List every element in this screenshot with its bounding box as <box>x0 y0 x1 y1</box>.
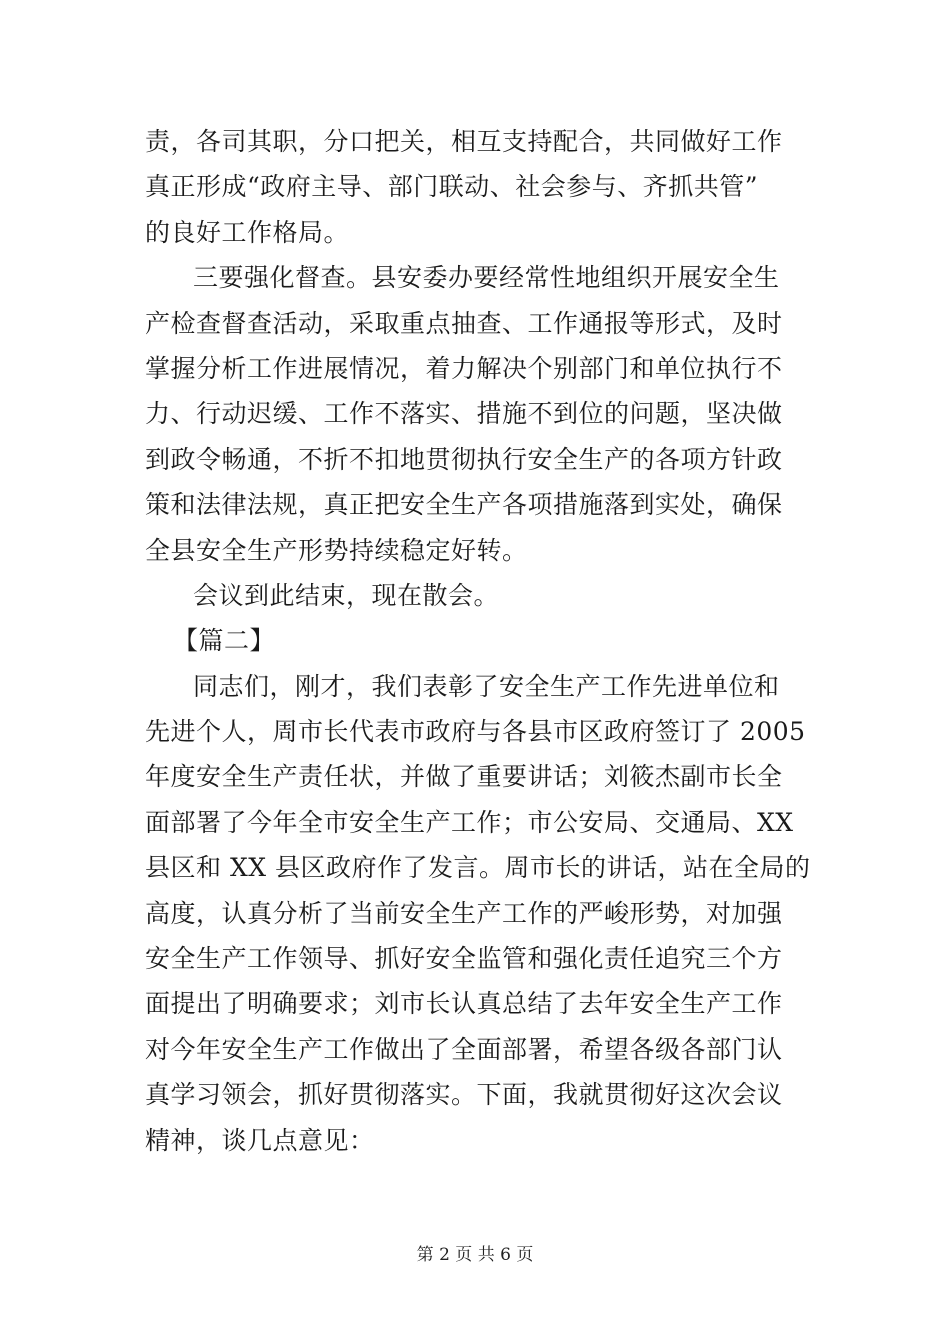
text-line: 面提出了明确要求；刘市长认真总结了去年安全生产工作 <box>145 989 783 1019</box>
text-line: 先进个人，周市长代表市政府与各县市区政府签订了 2005 <box>145 717 806 747</box>
text-line: 同志们，刚才，我们表彰了安全生产工作先进单位和 <box>193 671 780 701</box>
text-line: 的良好工作格局。 <box>145 217 350 247</box>
text-line: 三要强化督查。县安委办要经常性地组织开展安全生 <box>193 263 780 293</box>
text-line: 精神，谈几点意见： <box>145 1125 375 1155</box>
page-number-footer: 第 2 页 共 6 页 <box>416 1245 534 1265</box>
text-line: 真正形成“政府主导、部门联动、社会参与、齐抓共管” <box>145 172 759 202</box>
text-line: 面部署了今年全市安全生产工作；市公安局、交通局、XX <box>145 807 794 837</box>
text-line: 真学习领会，抓好贯彻落实。下面，我就贯彻好这次会议 <box>145 1080 783 1110</box>
text-line: 到政令畅通，不折不扣地贯彻执行安全生产的各项方针政 <box>145 444 783 474</box>
text-line: 对今年安全生产工作做出了全面部署，希望各级各部门认 <box>145 1034 783 1064</box>
text-line: 会议到此结束，现在散会。 <box>193 580 500 610</box>
text-line: 责，各司其职，分口把关，相互支持配合，共同做好工作 <box>145 127 783 156</box>
text-line: 高度，认真分析了当前安全生产工作的严峻形势，对加强 <box>145 898 783 928</box>
text-line: 策和法律法规，真正把安全生产各项措施落到实处，确保 <box>145 490 783 520</box>
text-line: 年度安全生产责任状，并做了重要讲话；刘筱杰副市长全 <box>145 762 783 792</box>
text-line: 安全生产工作领导、抓好安全监管和强化责任追究三个方 <box>145 944 783 974</box>
text-line: 产检查督查活动，采取重点抽查、工作通报等形式，及时 <box>145 308 783 338</box>
text-line: 全县安全生产形势持续稳定好转。 <box>145 535 528 565</box>
text-line: 掌握分析工作进展情况，着力解决个别部门和单位执行不 <box>145 353 783 383</box>
text-line: 县区和 XX 县区政府作了发言。周市长的讲话，站在全局的 <box>145 853 811 883</box>
body-text <box>145 119 815 1163</box>
section-heading: 【篇二】 <box>173 626 276 656</box>
text-line: 力、行动迟缓、工作不落实、措施不到位的问题，坚决做 <box>145 399 783 429</box>
